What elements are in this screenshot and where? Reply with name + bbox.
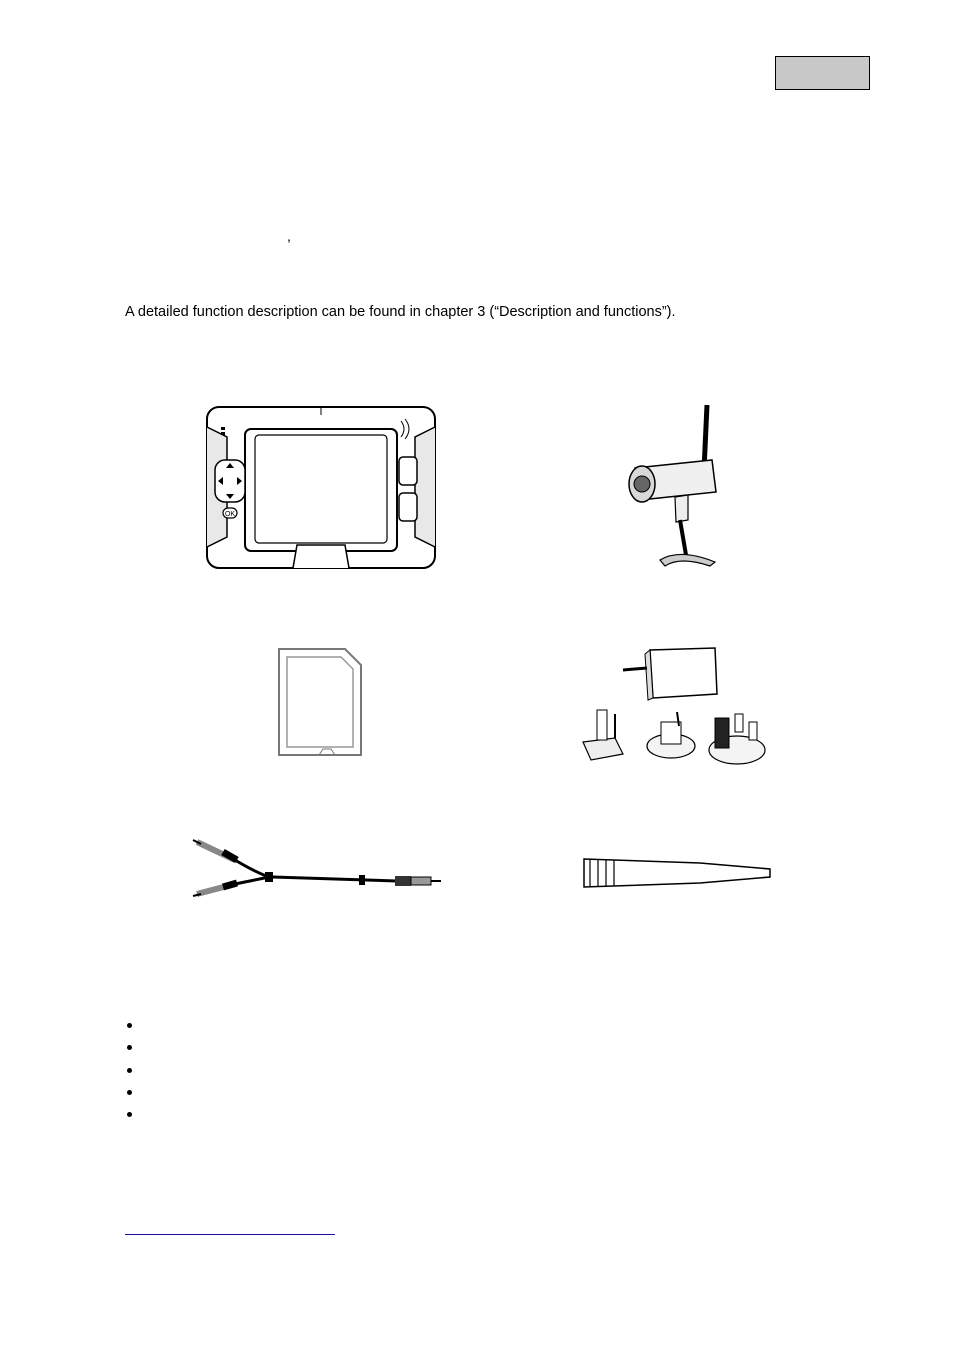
language-tab-box (775, 56, 870, 90)
intro-paragraph: A detailed function description can be found in chapter 3 (“Description and functions”). (125, 304, 676, 320)
monitor-illustration (205, 405, 437, 570)
av-cable-illustration (185, 832, 445, 904)
stray-comma: , (287, 228, 291, 244)
bullet-item (125, 1039, 137, 1061)
hyperlink-underline[interactable] (125, 1234, 335, 1235)
power-adapter-illustration (575, 642, 775, 770)
bullet-item (125, 1106, 137, 1128)
bullet-item (125, 1017, 137, 1039)
bullet-list (125, 1017, 137, 1128)
monitor-ok-label: OK (224, 511, 236, 518)
sd-card-illustration (275, 645, 365, 760)
camera-illustration (620, 400, 725, 570)
bullet-item (125, 1062, 137, 1084)
antenna-illustration (580, 855, 775, 891)
bullet-item (125, 1084, 137, 1106)
